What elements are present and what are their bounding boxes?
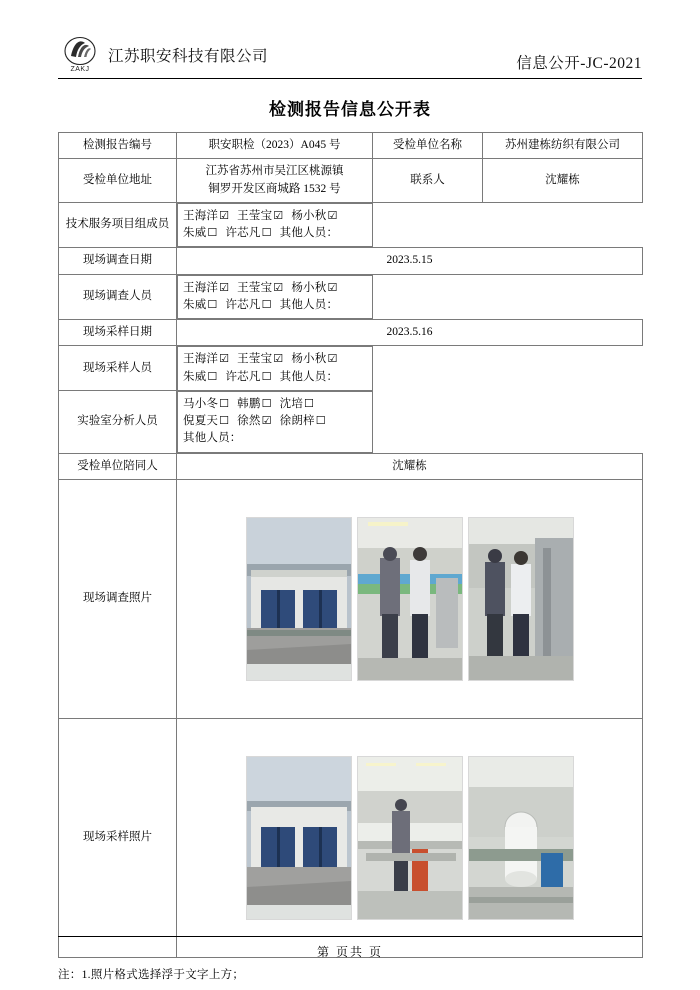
contact-value: 沈耀栋 xyxy=(483,159,643,203)
sample-staff-cell xyxy=(177,346,373,391)
person-name: 许芯凡 xyxy=(225,298,261,311)
other-persons-label: 其他人员： xyxy=(279,370,339,383)
survey-photo-1 xyxy=(246,517,352,681)
client-value: 苏州建栋纺织有限公司 xyxy=(483,133,643,159)
survey-photo-2 xyxy=(357,517,463,681)
survey-photo-row xyxy=(59,479,643,718)
person-checkbox-item[interactable] xyxy=(183,396,229,413)
sample-photo-row xyxy=(59,718,643,957)
contact-label: 联系人 xyxy=(373,159,483,203)
checkbox-checked-icon[interactable]: ☑ xyxy=(273,280,284,294)
person-checkbox-item[interactable] xyxy=(183,225,217,242)
person-name: 王海洋 xyxy=(183,209,219,222)
checkbox-empty-icon[interactable]: ☐ xyxy=(207,297,218,311)
page-footer: 第 页共 页 xyxy=(58,936,642,960)
checkbox-checked-icon[interactable]: ☑ xyxy=(273,352,284,366)
checkbox-empty-icon[interactable]: ☐ xyxy=(219,396,230,410)
person-checkbox-item[interactable] xyxy=(237,280,283,297)
checkbox-checked-icon[interactable]: ☑ xyxy=(273,208,284,222)
person-checkbox-item[interactable] xyxy=(237,208,283,225)
checkbox-empty-icon[interactable]: ☐ xyxy=(315,414,326,427)
person-checkbox-item[interactable] xyxy=(291,351,337,368)
document-code: 信息公开-JC-2021 xyxy=(516,55,642,72)
lab-staff-label: 实验室分析人员 xyxy=(59,391,177,453)
table-row xyxy=(59,391,643,453)
person-line xyxy=(183,208,367,243)
person-name: 许芯凡 xyxy=(225,227,261,239)
page-title: 检测报告信息公开表 xyxy=(269,100,431,119)
person-checkbox-item[interactable] xyxy=(291,208,337,225)
person-checkbox-item[interactable] xyxy=(225,297,271,314)
person-checkbox-item[interactable] xyxy=(280,413,326,430)
address-line-2: 铜罗开发区商城路 1532 号 xyxy=(208,182,341,195)
person-name: 徐然 xyxy=(237,415,261,427)
person-name: 徐朗梓 xyxy=(279,415,315,427)
table-row xyxy=(59,248,643,274)
table-row xyxy=(59,453,643,479)
checkbox-empty-icon[interactable]: ☐ xyxy=(261,369,272,383)
person-name: 杨小秋 xyxy=(291,353,327,366)
table-row xyxy=(59,159,643,203)
other-persons-label: 其他人员： xyxy=(279,298,339,311)
sample-photo-2 xyxy=(357,756,463,920)
checkbox-empty-icon[interactable]: ☐ xyxy=(207,226,218,239)
checkbox-checked-icon[interactable]: ☑ xyxy=(327,280,338,294)
person-name: 王莹宝 xyxy=(237,281,273,294)
info-table xyxy=(58,132,643,958)
address-line-1: 江苏省苏州市吴江区桃源镇 xyxy=(205,165,344,178)
checkbox-checked-icon[interactable]: ☑ xyxy=(327,352,338,366)
person-checkbox-item[interactable] xyxy=(280,396,314,413)
survey-staff-label: 现场调查人员 xyxy=(59,274,177,320)
person-checkbox-item[interactable] xyxy=(183,297,217,314)
checkbox-checked-icon[interactable]: ☑ xyxy=(261,414,272,427)
person-name: 王莹宝 xyxy=(237,353,273,366)
person-checkbox-item[interactable] xyxy=(183,413,229,430)
survey-staff-cell xyxy=(177,275,373,320)
table-row xyxy=(59,320,643,346)
checkbox-checked-icon[interactable]: ☑ xyxy=(327,208,338,222)
person-checkbox-item[interactable] xyxy=(237,413,271,430)
photo-strip xyxy=(182,511,637,687)
person-name: 朱威 xyxy=(183,370,207,383)
survey-photo-label: 现场调查照片 xyxy=(59,479,177,718)
sample-date-label: 现场采样日期 xyxy=(59,320,177,346)
header-left xyxy=(58,36,268,74)
report-no-value: 职安职检（2023）A045 号 xyxy=(177,133,373,159)
company-logo-icon xyxy=(58,36,102,74)
company-name: 江苏职安科技有限公司 xyxy=(108,48,269,65)
sample-photo-label: 现场采样照片 xyxy=(59,718,177,957)
person-line xyxy=(183,280,367,315)
sample-photo-cell xyxy=(177,718,643,957)
person-name: 沈培 xyxy=(279,397,304,410)
checkbox-checked-icon[interactable]: ☑ xyxy=(219,352,230,366)
person-name: 王海洋 xyxy=(183,281,219,294)
checkbox-empty-icon[interactable]: ☐ xyxy=(219,414,230,427)
person-name: 朱威 xyxy=(183,227,207,239)
address-label: 受检单位地址 xyxy=(59,159,177,203)
survey-photo-cell xyxy=(177,479,643,718)
team-members-cell xyxy=(177,203,373,248)
accompany-label: 受检单位陪同人 xyxy=(59,453,177,479)
page-header xyxy=(58,26,642,79)
person-checkbox-item[interactable] xyxy=(225,369,271,386)
survey-date-label: 现场调查日期 xyxy=(59,248,177,274)
person-checkbox-item[interactable] xyxy=(237,396,271,413)
table-row xyxy=(59,346,643,391)
person-name: 许芯凡 xyxy=(225,370,261,383)
person-checkbox-item[interactable] xyxy=(225,225,271,242)
checkbox-empty-icon[interactable]: ☐ xyxy=(304,396,315,410)
report-no-label: 检测报告编号 xyxy=(59,133,177,159)
person-name: 韩鹏 xyxy=(237,397,261,410)
team-label: 技术服务项目组成员 xyxy=(59,202,177,248)
person-name: 朱威 xyxy=(183,298,207,311)
sample-staff-label: 现场采样人员 xyxy=(59,346,177,391)
lab-staff-cell xyxy=(177,391,373,453)
person-name: 倪夏天 xyxy=(183,415,219,427)
person-checkbox-item[interactable] xyxy=(183,208,229,225)
table-row xyxy=(59,133,643,159)
table-row xyxy=(59,274,643,320)
checkbox-empty-icon[interactable]: ☐ xyxy=(261,396,272,410)
accompany-value: 沈耀栋 xyxy=(177,453,643,479)
svg-text:ZAKJ: ZAKJ xyxy=(70,66,90,73)
person-checkbox-item[interactable] xyxy=(291,280,337,297)
sample-photo-1 xyxy=(246,756,352,920)
address-value xyxy=(177,159,373,203)
sample-date-value: 2023.5.16 xyxy=(177,320,643,346)
checkbox-empty-icon[interactable]: ☐ xyxy=(207,369,218,383)
person-line xyxy=(183,396,367,431)
person-name: 王海洋 xyxy=(183,353,219,366)
person-name: 马小冬 xyxy=(183,397,219,410)
checkbox-empty-icon[interactable]: ☐ xyxy=(261,226,272,239)
checkbox-checked-icon[interactable]: ☑ xyxy=(219,280,230,294)
table-row xyxy=(59,202,643,248)
other-persons-label: 其他人员： xyxy=(183,432,242,445)
person-line xyxy=(183,351,367,386)
client-label: 受检单位名称 xyxy=(373,133,483,159)
checkbox-checked-icon[interactable]: ☑ xyxy=(219,208,230,222)
table-note: 注：1.照片格式选择浮于文字上方； xyxy=(58,968,245,981)
person-checkbox-item[interactable] xyxy=(183,369,217,386)
survey-photo-3 xyxy=(468,517,574,681)
person-name: 杨小秋 xyxy=(291,209,327,222)
person-name: 王莹宝 xyxy=(237,209,273,222)
person-checkbox-item[interactable] xyxy=(183,351,229,368)
checkbox-empty-icon[interactable]: ☐ xyxy=(261,297,272,311)
survey-date-value: 2023.5.15 xyxy=(177,248,643,274)
photo-strip xyxy=(182,750,637,926)
person-checkbox-item[interactable] xyxy=(183,280,229,297)
other-persons-label: 其他人员： xyxy=(279,227,339,239)
person-name: 杨小秋 xyxy=(291,281,327,294)
person-checkbox-item[interactable] xyxy=(237,351,283,368)
sample-photo-3 xyxy=(468,756,574,920)
